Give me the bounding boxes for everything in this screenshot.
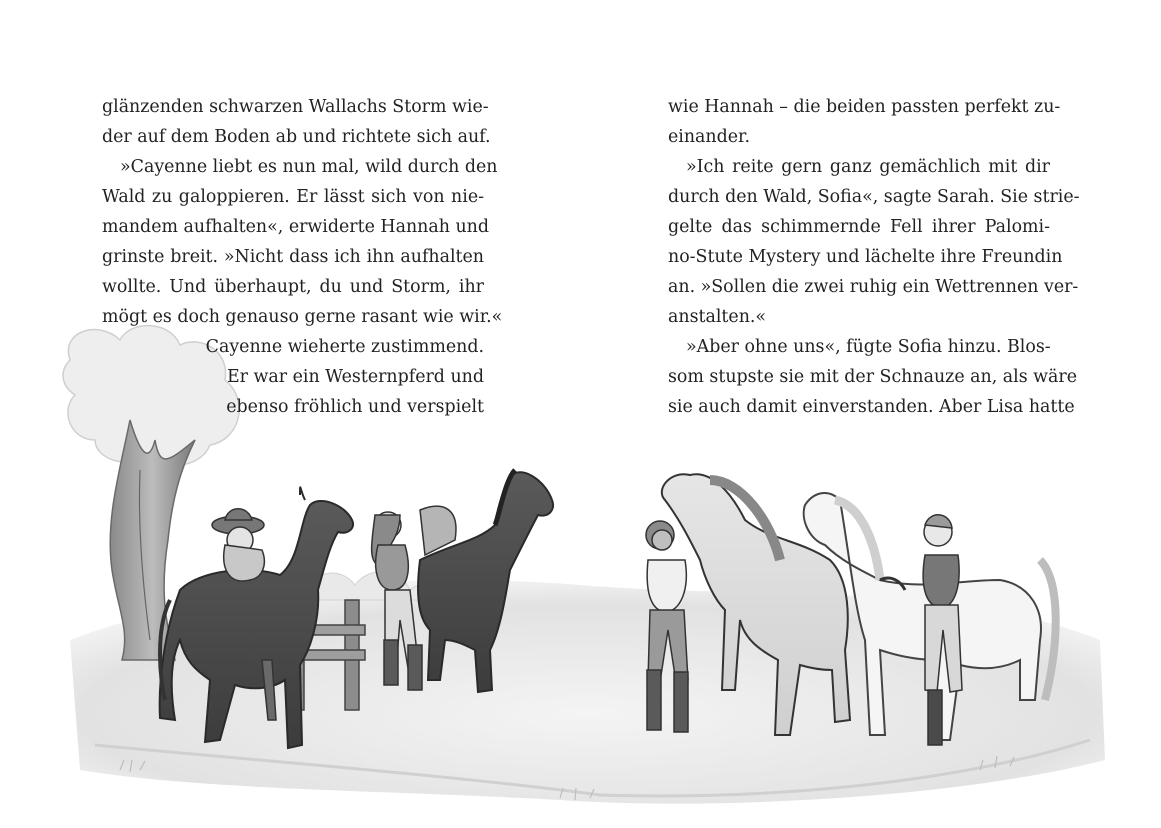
text-line: einander.: [668, 127, 750, 147]
text-line: glänzenden schwarzen Wallachs Storm wie-: [102, 97, 489, 117]
text-line: sie auch damit einverstanden. Aber Lisa hatte: [668, 397, 1075, 417]
text-line: no-Stute Mystery und lächelte ihre Freundin: [668, 247, 1063, 267]
text-line: »Ich reite gern ganz gemächlich mit dir: [686, 157, 1050, 177]
right-page-column: [668, 92, 1080, 422]
text-line: gelte das schimmernde Fell ihrer Palomi-: [668, 217, 1050, 237]
text-line: durch den Wald, Sofia«, sagte Sarah. Sie strie-: [668, 187, 1080, 207]
text-line: Cayenne wieherte zustimmend.: [205, 337, 484, 357]
left-page-column: [102, 92, 503, 422]
text-line: Er war ein Westernpferd und: [226, 367, 484, 387]
text-line: an. »Sollen die zwei ruhig ein Wettrennen ver-: [668, 277, 1079, 297]
text-line: wie Hannah – die beiden passten perfekt zu-: [668, 97, 1061, 117]
text-line: mögt es doch genauso gerne rasant wie wir.«: [102, 307, 503, 327]
text-line: grinste breit. »Nicht dass ich ihn aufhalten: [102, 247, 484, 267]
text-line: »Cayenne liebt es nun mal, wild durch den: [120, 157, 498, 177]
text-line: mandem aufhalten«, erwiderte Hannah und: [102, 217, 489, 237]
text-line: wollte. Und überhaupt, du und Storm, ihr: [102, 277, 484, 297]
text-line: »Aber ohne uns«, fügte Sofia hinzu. Blos-: [686, 337, 1051, 357]
text-line: der auf dem Boden ab und richtete sich auf.: [102, 127, 491, 147]
text-line: som stupste sie mit der Schnauze an, als wäre: [668, 367, 1078, 387]
text-line: anstalten.«: [668, 307, 767, 327]
text-line: ebenso fröhlich und verspielt: [226, 397, 484, 417]
text-line: Wald zu galoppieren. Er lässt sich von nie-: [102, 187, 484, 207]
